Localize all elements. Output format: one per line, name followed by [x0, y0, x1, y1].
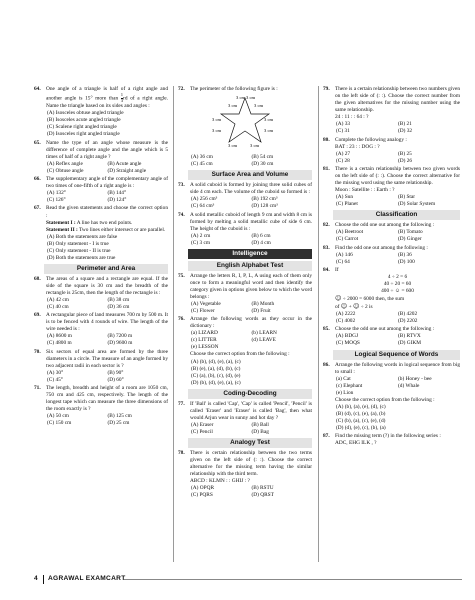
smiley-icon: ☺ [340, 303, 348, 311]
option: (C) Flower [191, 307, 215, 314]
word-item: (e) LESSON [191, 344, 219, 351]
option: (A) Both the statements are false [47, 233, 118, 240]
option: (A) 36 cm [191, 154, 213, 161]
option: (A) 2 cm [191, 232, 211, 239]
option: (B) Ball [251, 421, 269, 428]
option: (C) 28 [336, 157, 350, 164]
option: (B) 54 cm [251, 154, 274, 161]
option: (D) QRST [251, 492, 274, 499]
word-item: (b) LEARN [251, 330, 277, 337]
option: (C) (a), (b), (c), (d), (e) [191, 372, 241, 379]
word-item: (e) Lion [336, 389, 354, 396]
option: (C) PQRS [191, 492, 213, 499]
option: (D) Solar System [398, 201, 436, 208]
series-line: ABCD : KLMN : : GHIJ : ? [190, 478, 250, 485]
option: (C) Pencil [191, 428, 213, 435]
option: (A) 2222 [336, 311, 356, 318]
option: (B) 7200 m [107, 333, 133, 340]
option: (C) Obtuse angle [47, 167, 84, 174]
star-edge-label: 3 cm [254, 103, 264, 109]
question-68: 68. The areas of a square and a rectangle are equal. If the side of the square is 30 cm and the breadth of the rectangle is 25cm, then the length of the rectangle is : (A) 42 cm (B) 38 cm (C) 40 cm (D) 36 cm [34, 275, 168, 311]
equation-line: of ☺ + ☺ ÷ 2 is [335, 303, 373, 311]
option: (B) 36 [398, 251, 412, 258]
question-70: 70. Six sectors of equal area are formed by the three diameters in a circle. The measure of an angle formed by two adjacent radii in each sector is ? (A) 30° (B) 90° (C) 45° (D) 60° [34, 348, 168, 383]
section-heading: Perimeter and Area [44, 264, 168, 274]
option: (C) 45 cm [191, 161, 213, 168]
options-list [335, 121, 460, 135]
option: (A) 8600 m [47, 333, 72, 340]
option: (D) Ginger [398, 236, 422, 243]
option: (A) BDGJ [336, 333, 359, 340]
question-80: 80. Complete the following analogy : BAT : 23 : : DOG : ? (A) 27 (B) 25 (C) 28 (D) 26 [323, 137, 460, 165]
options-list [46, 110, 168, 138]
options-list [190, 196, 312, 210]
column-3 [323, 86, 460, 448]
question-74: 74. A solid metallic cuboid of length 9 cm and width 8 cm is formed by melting a solid metallic cube of side 6 cm. The height of the cuboid is : (A) 2 cm (B) 6 cm (C) 3 cm (D) 4 cm [178, 211, 312, 246]
star-edge-label: 3 cm [228, 143, 238, 149]
options-list [46, 370, 168, 384]
equation-line: 4 ÷ 2 = 6 [387, 273, 408, 280]
page-footer [34, 575, 462, 585]
options-list [190, 485, 312, 499]
option: (A) Isosceles obtuse angled triangle [47, 110, 124, 117]
option: (A) (b), (d), (e), (a), (c) [191, 358, 241, 365]
option: (A) Beetroot [336, 229, 364, 236]
series-line: Moon : Satellite : : Earth : ? [335, 187, 395, 194]
word-item: (c) LITTER [191, 337, 217, 344]
option: (D) Both the statements are true [47, 254, 116, 261]
option: (D) 26 [398, 157, 413, 164]
column-1 [34, 86, 168, 429]
question-72: 72. The perimeter of the following figure is : 3 cm 3 cm 3 cm 3 cm 3 cm 3 cm 3 cm 3 cm 3 cm 3 cm (A) 36 cm (B) 54 cm (C) 45 cm (D) 30 cm [178, 86, 312, 168]
question-85: 85. Choose the odd one out among the following : (A) BDGJ (B) RTVX (C) MOQS (D) GIKM [323, 326, 460, 347]
question-84: 84. If 4 ÷ 2 = 6 40 ÷ 20 = 60 400 ÷ ☺ = 600 ☺ ÷ 2000 = 6000 then, the sum of ☺ + ☺ ÷ 2 is (A) 2222 (B) 4202 (C) 4002 (D) 2202 [323, 267, 460, 325]
option: (C) (b), (a), (c), (e), (d) [336, 417, 386, 424]
options-list [190, 301, 312, 315]
brand-name: AGRAWAL EXAMCART [48, 575, 126, 582]
options-list [335, 333, 460, 347]
options-list [335, 311, 460, 325]
section-heading: Surface Area and Volume [188, 170, 312, 180]
options-list [46, 190, 168, 204]
section-heading: English Alphabet Test [188, 261, 312, 271]
star-edge-label: 3 cm [212, 128, 222, 134]
word-list [335, 376, 460, 397]
option: (A) 132° [47, 190, 66, 197]
question-67: 67. Read the given statements and choose the correct option : Statement I : A line has two end points. Statement II : Two lines either intersect or are parallel. (A) Both the statements are false (B) Only statement - I is true (C) Only statement - II is true (D) Both the statements are true [34, 205, 168, 261]
option: (D) 100 [398, 258, 415, 265]
options-list [335, 252, 460, 266]
question-82: 82. Choose the odd one out among the following : (A) Beetroot (B) Tomato (C) Carrot (D) Ginger [323, 222, 460, 243]
question-77: 77. If 'Ball' is called 'Cap', 'Cap' is called 'Pencil', 'Pencil' is called 'Eraser' and 'Eraser' is called 'Bag', then what would Arjun wear in sunny and hot day ? (A) Eraser (B) Ball (C) Pencil (D) Bag [178, 400, 312, 435]
section-heading-intelligence: Intelligence [188, 249, 312, 259]
word-item: (a) Cat [336, 375, 351, 382]
options-list [46, 413, 168, 427]
option: (A) 30° [47, 369, 64, 376]
option: (B) (e), (a), (d), (b), (c) [191, 365, 241, 372]
column-divider [318, 86, 319, 562]
option: (B) 144° [107, 190, 127, 197]
fraction: $\frac{1}{3}$ [120, 92, 124, 103]
option: (A) Reflex angle [47, 160, 83, 167]
options-list [190, 233, 312, 247]
word-item: (b) Honey - bee [398, 375, 432, 382]
word-item: (d) LEAVE [251, 337, 276, 344]
option: (C) 40 cm [47, 304, 69, 311]
star-edge-label: 3 cm [264, 128, 274, 134]
option: (A) 146 [336, 251, 353, 258]
column-2 [178, 86, 312, 500]
option: (B) Month [251, 300, 275, 307]
options-list [190, 359, 312, 387]
option: (B) Star [398, 194, 416, 201]
series-line: BAT : 23 : : DOG : ? [335, 143, 380, 150]
option: (C) Only statement - II is true [47, 247, 111, 254]
star-edge-label: 3 cm [228, 103, 238, 109]
equation-line: 40 ÷ 20 = 60 [383, 280, 412, 287]
word-item: (d) Whale [398, 382, 420, 389]
option: (D) 30 cm [251, 161, 274, 168]
option: (D) Straight angle [107, 167, 147, 174]
option: (D) GIKM [398, 340, 422, 347]
option: (B) Only statement - I is true [47, 240, 109, 247]
option: (A) 50 cm [47, 413, 69, 420]
statement-1: Statement I : A line has two end points. [46, 219, 133, 226]
star-edge-label: 3 cm [246, 95, 256, 101]
option: (A) Vegetable [191, 300, 221, 307]
series-line: 24 : 11 : : 64 : ? [335, 114, 369, 121]
star-figure [198, 94, 293, 152]
star-edge-label: 3 cm [264, 117, 274, 123]
question-69: 69. A rectangular piece of land measures 700 m by 500 m. It is to be fenced with 4 rounds of wire. The length of the wire needed is : (A) 8600 m (B) 7200 m (C) 4800 m (D) 9600 m [34, 312, 168, 347]
option: (D) (b), (d), (e), (a), (c) [191, 379, 241, 386]
option: (B) 6 cm [251, 232, 271, 239]
option: (B) 38 cm [107, 296, 130, 303]
option: (D) 4 cm [251, 239, 271, 246]
option: (B) 25 [398, 150, 412, 157]
smiley-icon: ☺ [352, 303, 360, 311]
option: (D) 60° [107, 376, 124, 383]
option: (D) Fruit [251, 307, 271, 314]
question-76: 76. Arrange the following words as they occur in the dictionary : (a) LIZARD (b) LEARN (c) LITTER (d) LEAVE (e) LESSON Choose the correct option from the following : (A) (b), (d), (e), (a), (c) (B) (e), (a), (d), (b), (c) (C) (a), (b), (c), (d), (e) (D) (b), (d), (e), (a), (c) [178, 316, 312, 386]
question-83: 83. Find the odd one out among the following : (A) 146 (B) 36 (C) 64 (D) 100 [323, 245, 460, 266]
question-65: 65. Name the type of an angle whose measure is the difference of complete angle and the angle which is 5 times of half of a right angle ? (A) Reflex angle (B) Acute angle (C) Obtuse angle (D) Straight angle [34, 139, 168, 174]
option: (A) 27 [336, 150, 351, 157]
option: (D) 25 cm [107, 420, 130, 427]
option: (C) 31 [336, 128, 350, 135]
option: (B) 21 [398, 121, 412, 128]
option: (C) Planet [336, 201, 358, 208]
word-item: (a) LIZARD [191, 330, 218, 337]
column-divider [173, 86, 174, 562]
question-87: 87. Find the missing term (?) in the following series : ADC, EHG ILK , ? [323, 433, 460, 447]
question-79: 79. There is a certain relationship between two numbers given on the left side of (: :). Choose the correct number from the given alternatives for the missing number using the same relationship. 24 : 11 : : 64 : ? (A) 33 (B) 21 (C) 31 (D) 32 [323, 86, 460, 135]
option: (B) 90° [107, 369, 124, 376]
footer-divider [43, 575, 44, 584]
option: (C) Scalene right angled triangle [47, 124, 117, 131]
options-list [46, 161, 168, 175]
option: (A) 42 cm [47, 296, 69, 303]
options-list [335, 194, 460, 208]
option: (C) 45° [47, 376, 63, 383]
option: (C) 4800 m [47, 340, 72, 347]
option: (A) (b), (a), (e), (d), (c) [336, 403, 386, 410]
option: (D) Isosceles right angled triangle [47, 131, 120, 138]
option: (A) OPQR [191, 485, 215, 492]
option: (B) 125 cm [107, 413, 132, 420]
option: (B) Tomato [398, 229, 423, 236]
option: (D) 128 cm³ [251, 203, 278, 210]
option: (B) (d), (c), (e), (a), (b) [336, 410, 386, 417]
option: (C) 64 [336, 258, 350, 265]
option: (A) Sun [336, 194, 354, 201]
option: (D) 124° [107, 197, 127, 204]
question-64: 64. One angle of a triangle is half of a right angle and another angle is 15° more than $\frac{1}{3}$ rd of a right angle. Name the triangle based on its sides and angles : (A) Isosceles obtuse angled triangle (B) Isosceles acute angled triangle (C) Scalene right angled triangle (D) Isosceles right angled triangle [34, 86, 168, 138]
statement-2: Statement II : Two lines either intersect or are parallel. [46, 226, 166, 233]
footer-rule [124, 579, 462, 580]
question-75: 75. Arrange the letters R, I, P, L, A using each of them only once to form a meaningful word and then identify the category given in options given below to which the word belongs : (A) Vegetable (B) Month (C) Flower (D) Fruit [178, 272, 312, 314]
option: (C) 3 cm [191, 239, 210, 246]
options-list [190, 422, 312, 436]
page-number: 4 [34, 575, 38, 582]
option: (C) 4002 [336, 318, 356, 325]
series-line: ADC, EHG ILK , ? [335, 440, 377, 447]
star-edge-label: 3 cm [250, 143, 260, 149]
options-list [335, 404, 460, 432]
options-list [335, 229, 460, 243]
option: (D) 32 [398, 128, 413, 135]
star-edge-label: 3 cm [212, 117, 222, 123]
option: (D) 9600 m [107, 340, 133, 347]
option: (D) (d), (e), (c), (b), (a) [336, 424, 386, 431]
option: (D) 36 cm [107, 304, 130, 311]
word-item: (c) Elephant [336, 382, 363, 389]
section-heading: Logical Sequence of Words [333, 350, 460, 360]
option: (A) Eraser [191, 421, 214, 428]
question-78: 78. There is certain relationship between the two terms given on the left side of (: :). Choose the correct alternative for the missing term having the similar relationship with the third term. ABCD : KLMN : : GHIJ : ? (A) OPQR (B) RSTU (C) PQRS (D) QRST [178, 449, 312, 499]
option: (B) 4202 [398, 311, 418, 318]
options-list [46, 234, 168, 262]
star-edge-label: 3 cm [236, 95, 246, 101]
option: (C) 150 cm [47, 420, 72, 427]
option: (B) Acute angle [107, 160, 142, 167]
option: (C) 126° [47, 197, 66, 204]
option: (B) RSTU [251, 485, 274, 492]
section-heading: Coding-Decoding [188, 389, 312, 399]
question-71: 71. The length, breadth and height of a room are 1050 cm, 750 cm and 425 cm, respectively. The length of the longest tape which can measure the three dimensions of the room exactly is ? (A) 50 cm (B) 125 cm (C) 150 cm (D) 25 cm [34, 385, 168, 427]
question-page [34, 86, 462, 562]
option: (D) 2202 [398, 318, 418, 325]
options-list [190, 154, 312, 168]
section-heading: Classification [333, 210, 460, 220]
option: (B) 192 cm³ [251, 196, 278, 203]
options-list [335, 151, 460, 165]
section-heading: Analogy Test [188, 438, 312, 448]
option: (C) MOQS [336, 340, 360, 347]
question-66: 66. The supplementary angle of the complementary angle of two times of one-fifth of a right angle is : (A) 132° (B) 144° (C) 126° (D) 124° [34, 176, 168, 204]
option: (B) Isosceles acute angled triangle [47, 117, 121, 124]
option: (A) 33 [336, 121, 351, 128]
options-list [46, 297, 168, 311]
option: (D) Bag [251, 428, 269, 435]
question-73: 73. A solid cuboid is formed by joining three solid cubes of side 4 cm each. The volume of the cuboid so formed is : (A) 256 cm³ (B) 192 cm³ (C) 64 cm³ (D) 128 cm³ [178, 182, 312, 210]
option: (B) RTVX [398, 333, 421, 340]
options-list [46, 333, 168, 347]
question-86: 86. Arrange the following words in logical sequence from big to small : (a) Cat (b) Honey - bee (c) Elephant (d) Whale (e) Lion Choose the correct option from the following : (A) (b), (a), (e), (d), (c) (B) (d), (c), (e), (a), (b) (C) (b), (a), (c), (e), (d) (D) (d), (e), (c), (b), (a) [323, 361, 460, 431]
equation-line: ☺ ÷ 2000 = 6000 then, the sum [335, 295, 405, 303]
equation-line: 400 ÷ ☺ = 600 [381, 287, 414, 294]
option: (C) Carrot [336, 236, 359, 243]
question-81: 81. There is a certain relationship between two given words on the left side of (: :). Choose the correct alternative for the missing word using the same relationship. Moon : Satellite : : Earth : ? (A) Sun (B) Star (C) Planet (D) Solar System [323, 165, 460, 208]
word-list [190, 330, 312, 351]
option: (C) 64 cm³ [191, 203, 215, 210]
option: (A) 256 cm³ [191, 196, 218, 203]
smiley-icon: ☺ [335, 295, 342, 303]
